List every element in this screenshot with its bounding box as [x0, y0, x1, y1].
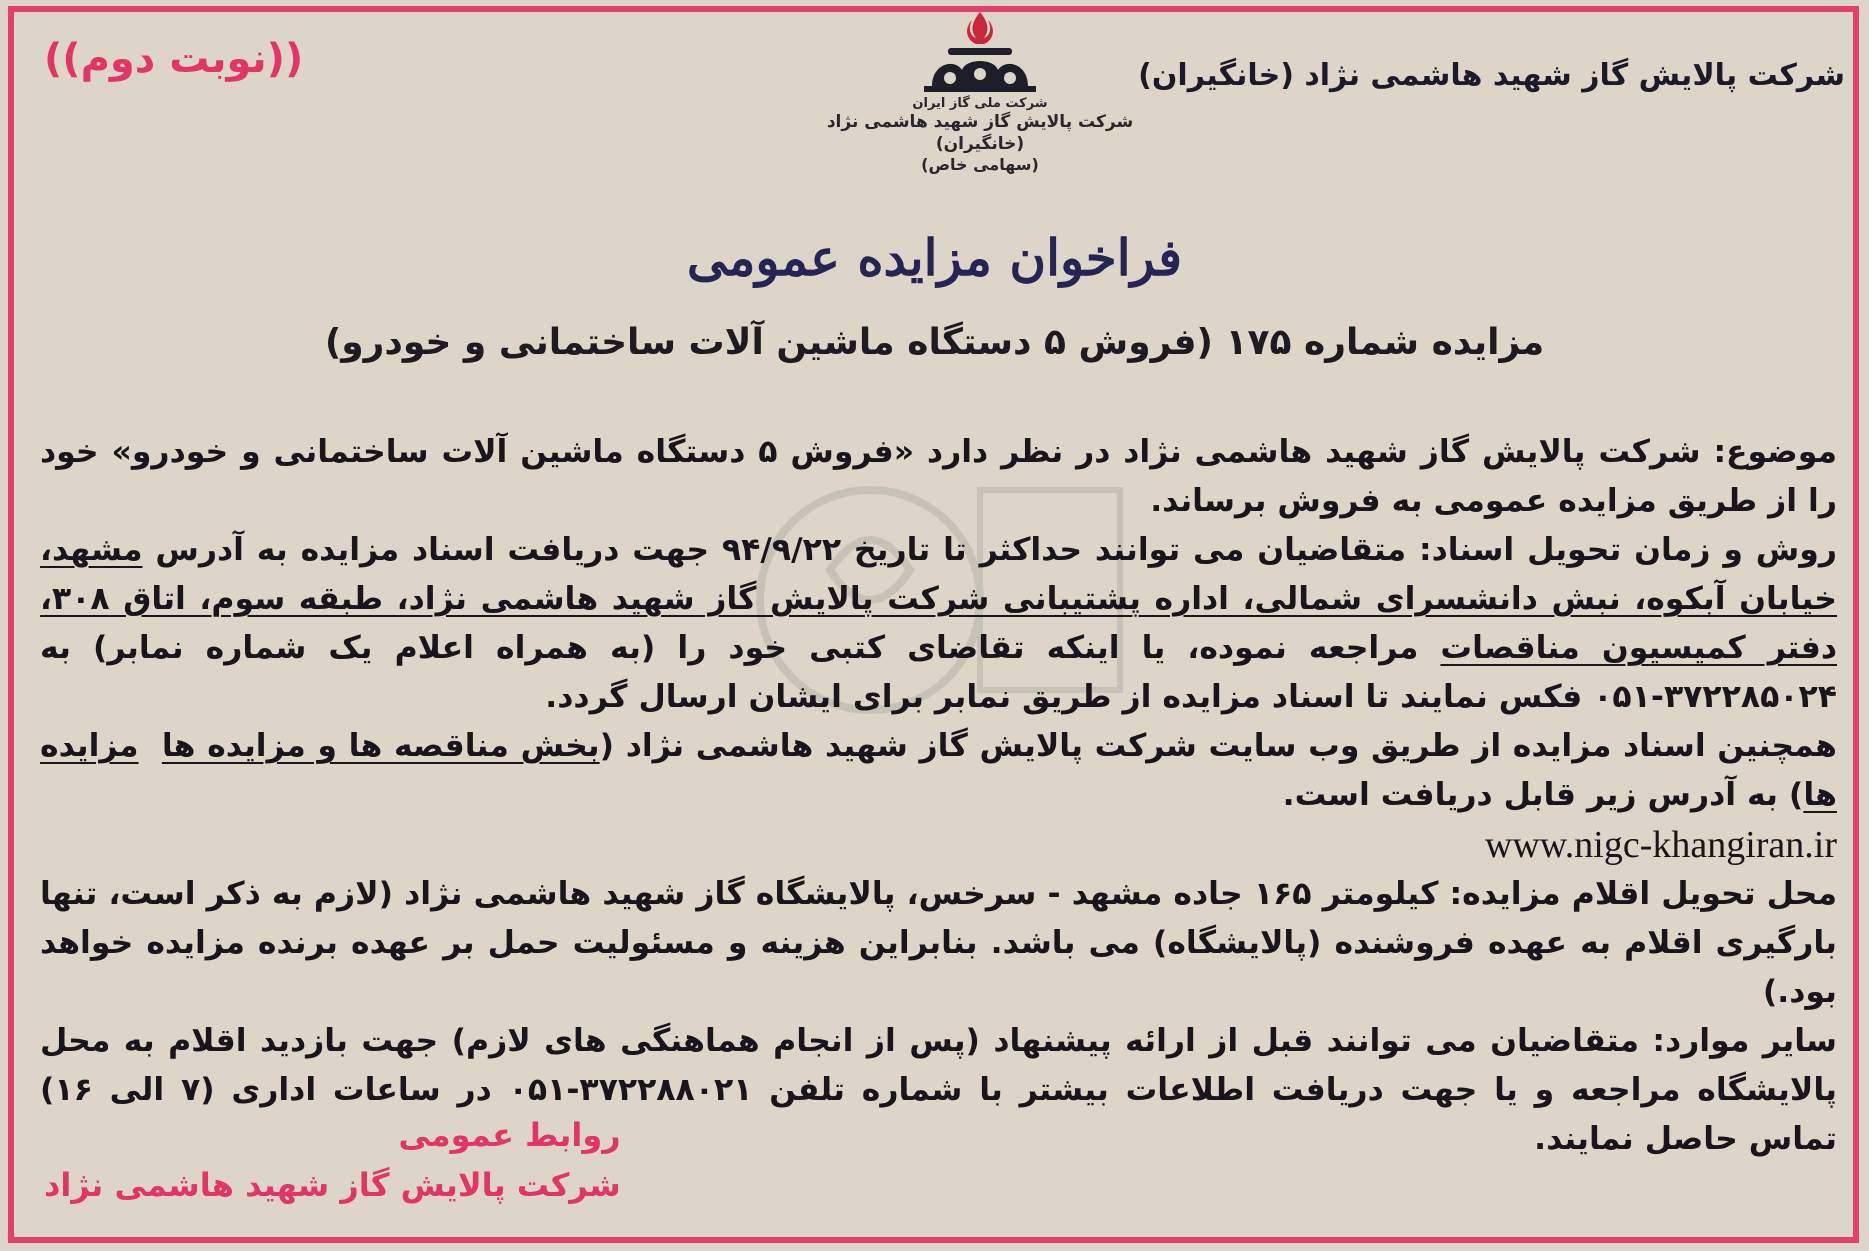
auction-subtitle: مزایده شماره ۱۷۵ (فروش ۵ دستگاه ماشین آلات ساختمانی و خودرو) — [324, 322, 1545, 363]
website-text-start: همچنین اسناد مزایده از طریق وب سایت شرکت پالایش گاز شهید هاشمی نژاد ( — [599, 728, 1838, 764]
signature-department: روابط عمومی — [398, 1116, 621, 1154]
signature-company: شرکت پالایش گاز شهید هاشمی نژاد — [44, 1166, 621, 1204]
company-header: شرکت پالایش گاز شهید هاشمی نژاد (خانگیران) — [1138, 58, 1845, 93]
website-text-end: ) به آدرس زیر قابل دریافت است. — [1282, 777, 1804, 813]
website-section-tenders: بخش مناقصه ها و مزایده ها — [161, 728, 600, 764]
pickup-location-paragraph: محل تحویل اقلام مزایده: کیلومتر ۱۶۵ جاده مشهد - سرخس، پالایشگاه گاز شهید هاشمی نژاد (لازم به ذکر است، تنها بارگیری اقلام به عهده فروشنده (پالایشگاه) می باشد. بنابراین هزینه و مسئولیت حمل بر عهده برنده مزایده خواهد بود.) — [40, 876, 1837, 1010]
delivery-text-start: روش و زمان تحویل اسناد: متقاضیان می توانند حداکثر تا تاریخ ۹۴/۹/۲۲ جهت دریافت اسناد مزایده به آدرس — [142, 532, 1837, 568]
signature-block — [44, 1110, 621, 1210]
logo-caption-company: شرکت پالایش گاز شهید هاشمی نژاد (خانگیران) — [826, 112, 1134, 154]
notice-body — [40, 428, 1837, 1164]
delivery-text-end: مراجعه نموده، یا اینکه تقاضای کتبی خود را (به همراه اعلام یک شماره نمابر) به ۳۷۲۲۸۵۰۲۴-۰۵۱ فکس نمایند تا اسناد مزایده از طریق نمابر برای ایشان ارسال گردد. — [40, 630, 1837, 715]
delivery-address: مشهد، خیابان آبکوه، نبش دانشسرای شمالی، اداره پشتیبانی شرکت پالایش گاز شهید هاشمی نژاد، طبقه سوم، اتاق ۳۰۸، دفتر کمیسیون مناقصات — [40, 532, 1838, 666]
notice-round-badge: ((نوبت دوم)) — [44, 36, 304, 82]
website-url[interactable]: www.nigc-khangiran.ir — [1484, 824, 1837, 866]
website-section-auctions: مزایده ها — [40, 728, 1837, 813]
logo-caption-nigc: شرکت ملی گاز ایران — [912, 96, 1048, 111]
subject-paragraph: موضوع: شرکت پالایش گاز شهید هاشمی نژاد در نظر دارد «فروش ۵ دستگاه ماشین آلات ساختمانی و خودرو» خود را از طریق مزایده عمومی به فروش برساند. — [40, 434, 1838, 519]
delivery-paragraph — [40, 526, 1837, 722]
website-paragraph — [40, 722, 1837, 820]
other-matters-paragraph: سایر موارد: متقاضیان می توانند قبل از ارائه پیشنهاد (پس از انجام هماهنگی های لازم) جهت بازدید اقلام به محل پالایشگاه مراجعه و یا جهت دریافت اطلاعات بیشتر با شماره تلفن ۳۷۲۲۸۸۰۲۱-۰۵۱ در ساعات اداری (۷ الی ۱۶) تماس حاصل نمایند. — [40, 1023, 1837, 1157]
notice-title: فراخوان مزایده عمومی — [686, 228, 1183, 287]
logo-caption-type: (سهامی خاص) — [921, 154, 1039, 174]
nigc-flame-logo-icon — [910, 8, 1050, 96]
company-logo — [790, 8, 1170, 175]
